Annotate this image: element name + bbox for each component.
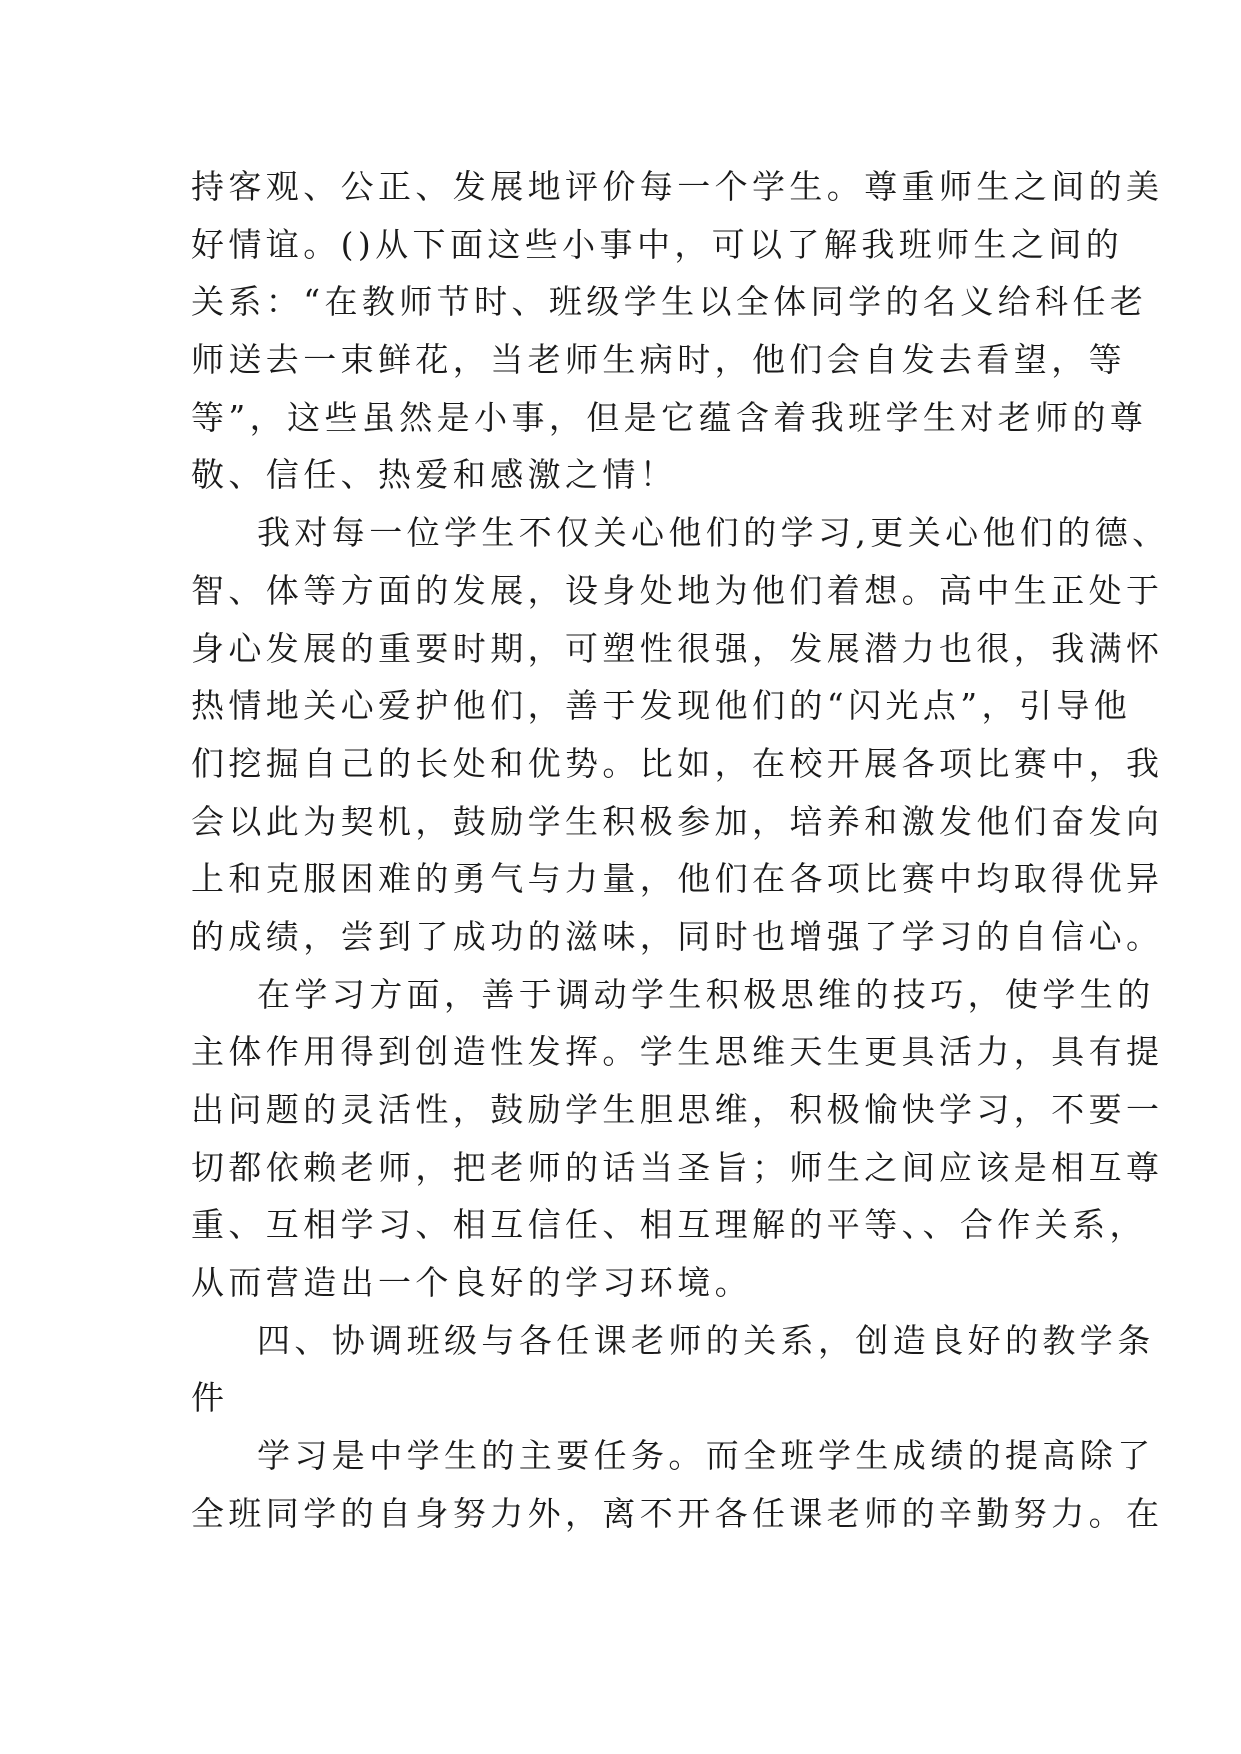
text-line: 等”，这些虽然是小事，但是它蕴含着我班学生对老师的尊 [191, 397, 1148, 437]
text-line: 上和克服困难的勇气与力量，他们在各项比赛中均取得优异 [191, 859, 1164, 899]
text-line: 切都依赖老师，把老师的话当圣旨；师生之间应该是相互尊 [191, 1147, 1164, 1187]
paragraph-start-line: 我对每一位学生不仅关心他们的学习,更关心他们的德、 [257, 513, 1170, 553]
text-line: 关系：“在教师节时、班级学生以全体同学的名义给科任老 [191, 282, 1148, 322]
text-line: 师送去一束鲜花，当老师生病时，他们会自发去看望，等 [191, 340, 1126, 380]
text-line: 持客观、公正、发展地评价每一个学生。尊重师生之间的美 [191, 167, 1164, 206]
text-line: 主体作用得到创造性发挥。学生思维天生更具活力，具有提 [191, 1032, 1164, 1072]
text-line: 们挖掘自己的长处和优势。比如，在校开展各项比赛中，我 [191, 743, 1164, 783]
text-line: 重、互相学习、相互信任、相互理解的平等、、合作关系， [191, 1205, 1147, 1245]
section-heading-line: 四、协调班级与各任课老师的关系，创造良好的教学条 [257, 1320, 1155, 1360]
document-body [191, 158, 1170, 1543]
paragraph-start-line: 学习是中学生的主要任务。而全班学生成绩的提高除了 [257, 1436, 1155, 1476]
text-line: 身心发展的重要时期，可塑性很强，发展潜力也很，我满怀 [191, 628, 1164, 668]
text-line: 的成绩，尝到了成功的滋味，同时也增强了学习的自信心。 [191, 916, 1164, 956]
section-heading-line: 件 [191, 1378, 229, 1418]
text-line: 敬、信任、热爱和感激之情！ [191, 455, 678, 495]
text-line: 好情谊。()从下面这些小事中，可以了解我班师生之间的 [191, 224, 1124, 264]
text-line: 出问题的灵活性，鼓励学生胆思维，积极愉快学习，不要一 [191, 1090, 1164, 1129]
text-line: 会以此为契机，鼓励学生积极参加，培养和激发他们奋发向 [191, 801, 1164, 841]
text-line: 热情地关心爱护他们，善于发现他们的“闪光点”，引导他 [191, 686, 1132, 726]
text-line: 全班同学的自身努力外，离不开各任课老师的辛勤努力。在 [191, 1493, 1164, 1533]
paragraph-start-line: 在学习方面，善于调动学生积极思维的技巧，使学生的 [257, 974, 1155, 1014]
text-line: 从而营造出一个良好的学习环境。 [191, 1263, 752, 1303]
text-line: 智、体等方面的发展，设身处地为他们着想。高中生正处于 [191, 570, 1164, 610]
